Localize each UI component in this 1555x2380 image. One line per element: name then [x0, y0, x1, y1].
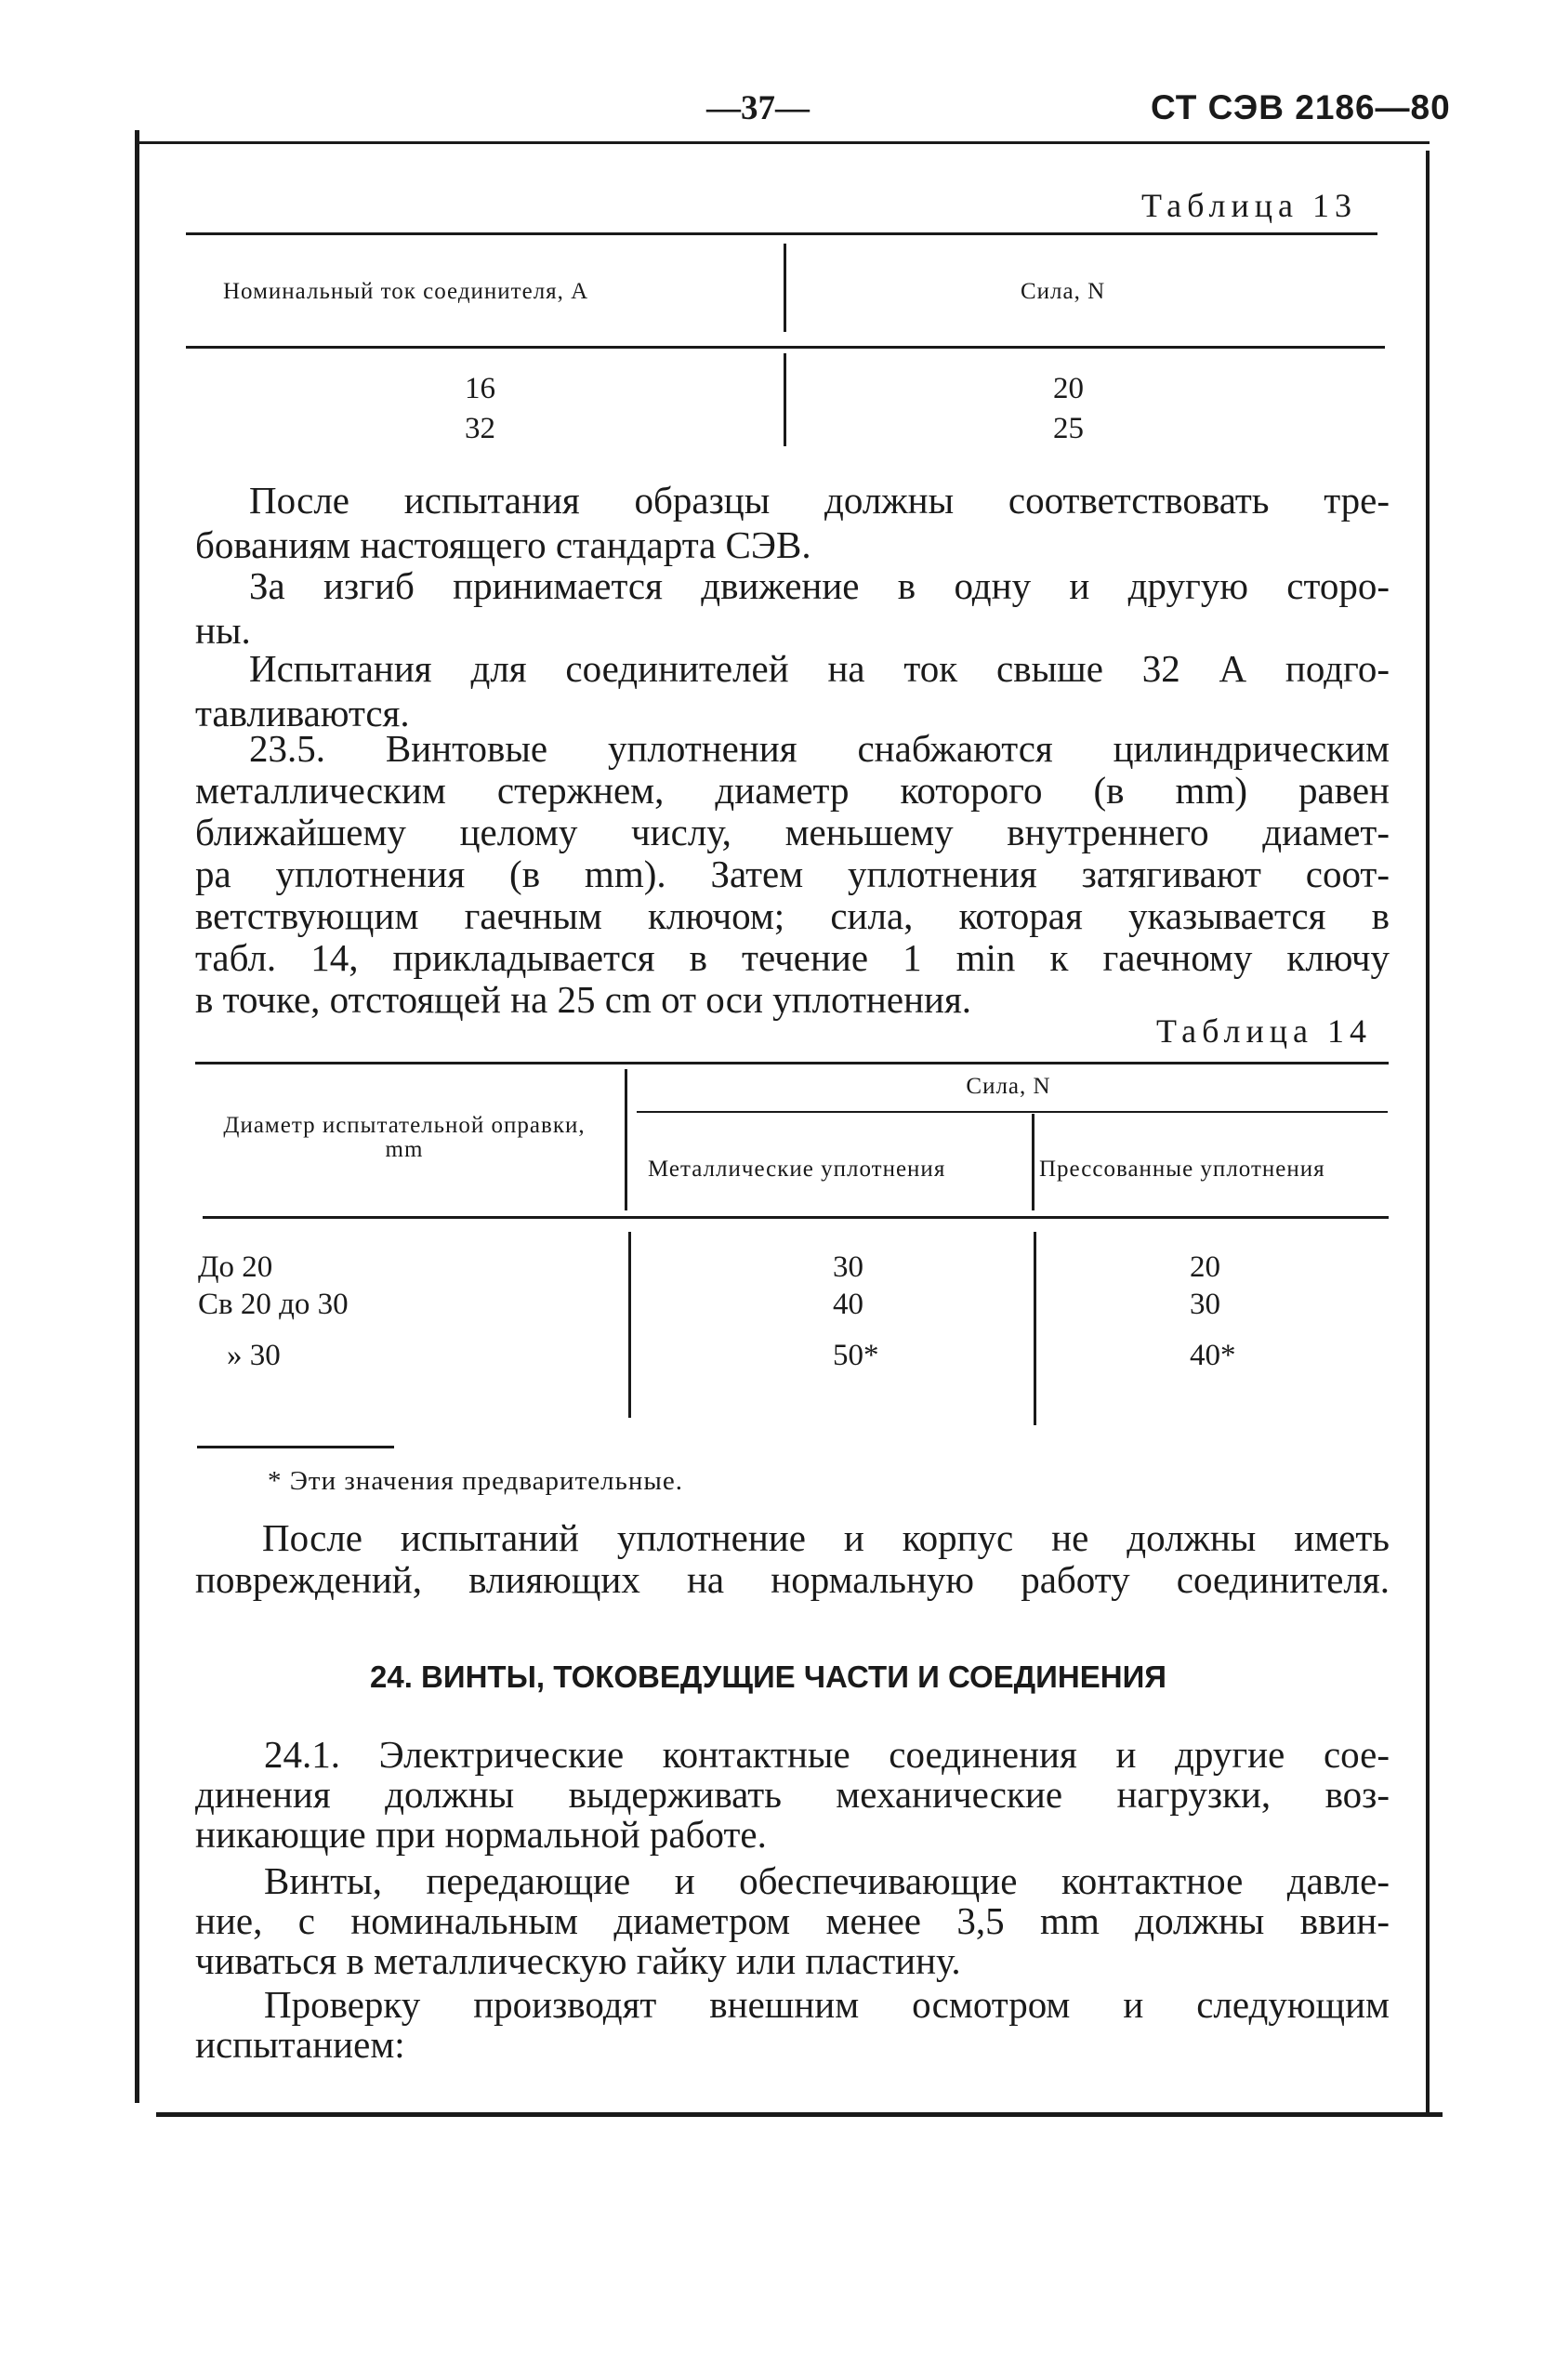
body-paragraph	[195, 1861, 1390, 1981]
paragraph-line: испытанием:	[195, 2023, 405, 2066]
standard-code: СТ СЭВ 2186—80	[1151, 88, 1451, 126]
table-13-header-force: Сила, N	[1021, 279, 1106, 304]
table-14-col-divider-sub	[1032, 1114, 1034, 1210]
table-row-cell: » 30	[227, 1339, 281, 1372]
table-row-cell: 20	[1053, 372, 1084, 405]
body-paragraph	[195, 728, 1390, 1021]
paragraph-line: ны.	[195, 609, 251, 652]
paragraph-line: никающие при нормальной работе.	[195, 1813, 767, 1856]
paragraph-line: ветствующим гаечным ключом; сила, которая указывается в	[195, 894, 1390, 937]
table-row-cell: 30	[833, 1250, 863, 1284]
table-row-cell: 40*	[1190, 1339, 1236, 1372]
table-14-header-force: Сила, N	[966, 1074, 1051, 1099]
paragraph-line: ближайшему целому числу, меньшему внутреннего диамет-	[195, 811, 1390, 853]
table-14-header-pressed: Прессованные уплотнения	[1039, 1157, 1325, 1182]
table-13-col-divider-body	[784, 353, 786, 446]
body-paragraph	[195, 646, 1390, 735]
table-row-cell: 30	[1190, 1288, 1220, 1321]
table-13-header-current: Номинальный ток соединителя, А	[223, 279, 589, 304]
body-paragraph	[195, 563, 1390, 653]
body-paragraph	[195, 1735, 1390, 1855]
footnote: * Эти значения предварительные.	[268, 1466, 683, 1496]
paragraph-line: Проверку производят внешним осмотром и следующим	[264, 1983, 1390, 2026]
table-14-col-divider-body-1	[628, 1232, 631, 1418]
table-14-col-divider-body-2	[1034, 1232, 1036, 1425]
table-13-header-rule	[186, 346, 1385, 349]
table-14-caption: Таблица 14	[1156, 1012, 1372, 1050]
table-row-cell: Св 20 до 30	[198, 1288, 349, 1321]
body-paragraph	[195, 1517, 1390, 1601]
paragraph-line: в точке, отстоящей на 25 cm от оси уплотнения.	[195, 978, 972, 1021]
table-row-cell: 40	[833, 1288, 863, 1321]
frame-top-rule	[139, 141, 1430, 144]
footnote-rule	[197, 1446, 394, 1448]
paragraph-line: 24.1. Электрические контактные соединения и другие сое-	[264, 1733, 1390, 1776]
table-row-cell: 20	[1190, 1250, 1220, 1284]
frame-left-rule	[135, 130, 139, 2103]
body-paragraph	[195, 1985, 1390, 2065]
paragraph-line: За изгиб принимается движение в одну и другую сторо-	[249, 564, 1390, 607]
paragraph-line: Испытания для соединителей на ток свыше 32 А подго-	[249, 647, 1390, 690]
table-14-subheader-rule	[637, 1111, 1388, 1113]
section-heading: 24. ВИНТЫ, ТОКОВЕДУЩИЕ ЧАСТИ И СОЕДИНЕНИЯ	[370, 1659, 1167, 1694]
table-row-cell: 32	[465, 412, 495, 445]
frame-right-rule	[1426, 151, 1430, 2112]
paragraph-line: ние, с номинальным диаметром менее 3,5 mm должны ввин-	[195, 1899, 1390, 1942]
table-14-header-diameter: Диаметр испытательной оправки, mm	[223, 1113, 586, 1162]
table-13-col-divider-head	[784, 244, 786, 332]
table-14-col-divider-head	[625, 1069, 627, 1210]
body-paragraph	[195, 478, 1390, 567]
paragraph-line: динения должны выдерживать механические нагрузки, воз-	[195, 1773, 1390, 1816]
frame-bottom-rule	[156, 2112, 1443, 2117]
paragraph-line: тавливаются.	[195, 692, 410, 734]
paragraph-line: бованиям настоящего стандарта СЭВ.	[195, 523, 811, 566]
table-row-cell: 16	[465, 372, 495, 405]
table-14-header-rule	[203, 1216, 1389, 1219]
paragraph-line: металлическим стержнем, диаметр которого (в mm) равен	[195, 769, 1390, 812]
paragraph-line: Винты, передающие и обеспечивающие контактное давле-	[264, 1859, 1390, 1902]
paragraph-line: чиваться в металлическую гайку или пластину.	[195, 1939, 961, 1982]
page-number: —37—	[706, 89, 810, 127]
paragraph-line: ра уплотнения (в mm). Затем уплотнения затягивают соот-	[195, 853, 1390, 895]
paragraph-line: повреждений, влияющих на нормальную работу соединителя.	[195, 1558, 1390, 1601]
paragraph-line: После испытания образцы должны соответствовать тре-	[249, 479, 1390, 522]
table-row-cell: До 20	[198, 1250, 273, 1284]
table-14-top-rule	[195, 1062, 1389, 1064]
table-row-cell: 25	[1053, 412, 1084, 445]
table-13-caption: Таблица 13	[1141, 187, 1357, 224]
paragraph-line: После испытаний уплотнение и корпус не должны иметь	[262, 1516, 1390, 1559]
table-13-top-rule	[186, 232, 1377, 235]
paragraph-line: 23.5. Винтовые уплотнения снабжаются цилиндрическим	[249, 727, 1390, 770]
table-14-header-metal: Металлические уплотнения	[648, 1157, 946, 1182]
table-row-cell: 50*	[833, 1339, 879, 1372]
paragraph-line: табл. 14, прикладывается в течение 1 min к гаечному ключу	[195, 936, 1390, 979]
